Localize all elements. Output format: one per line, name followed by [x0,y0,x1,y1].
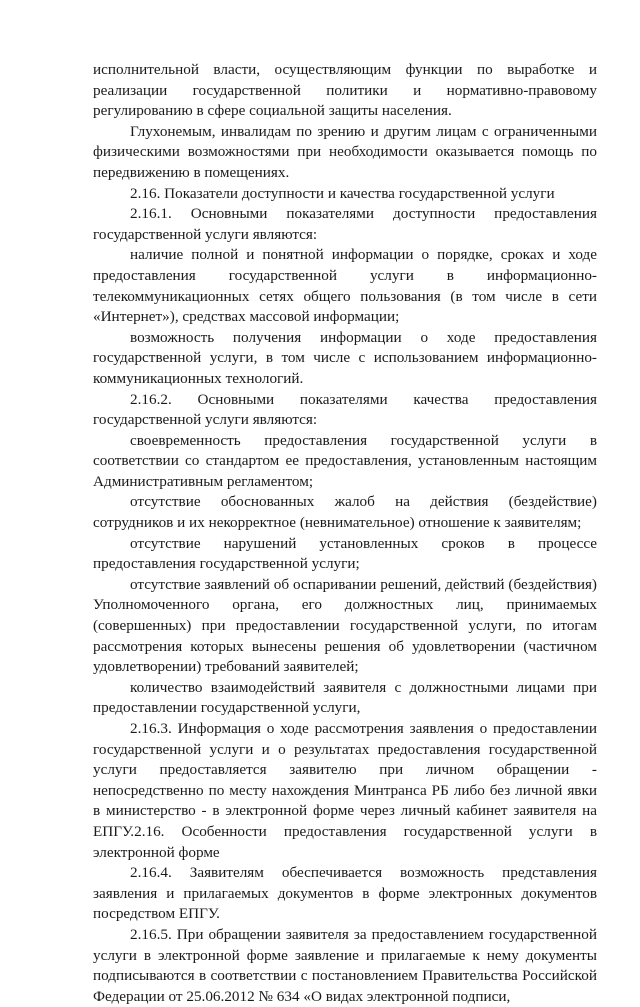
list-item-timeliness: своевременность предоставления государственной услуги в соответствии со стандартом ее предоставления, установленным настоящим Административным регламентом; [93,431,597,490]
paragraph-continuation: исполнительной власти, осуществляющим функции по выработке и реализации государственной политики и нормативно-правовому регулированию в сфере социальной защиты населения. [93,61,597,120]
list-item-interactions: количество взаимодействий заявителя с должностными лицами при предоставлении государственной услуги, [93,678,597,717]
list-item-no-delays: отсутствие нарушений установленных сроков в процессе предоставления государственной услуги; [93,534,597,573]
document-body [93,60,597,1007]
paragraph-assistance: Глухонемым, инвалидам по зрению и другим лицам с ограниченными физическими возможностями при необходимости оказывается помощь по передвижению в помещениях. [93,122,597,181]
clause-2-16-2: 2.16.2. Основными показателями качества предоставления государственной услуги являются: [93,390,597,429]
list-item-no-complaints: отсутствие обоснованных жалоб на действия (бездействие) сотрудников и их некорректное (невнимательное) отношение к заявителям; [93,493,597,532]
clause-2-16-5: 2.16.5. При обращении заявителя за предоставлением государственной услуги в электронной форме заявление и прилагаемые к нему документы подписываются в соответствии с постановлением Правительства Российской Федерации от 25.06.2012 № 634 «О видах электронной подписи, [93,925,597,1005]
clause-2-16-1: 2.16.1. Основными показателями доступности предоставления государственной услуги являются: [93,205,597,243]
clause-2-16-3: 2.16.3. Информация о ходе рассмотрения заявления о предоставлении государственной услуги и о результатах предоставления государственной услуги предоставляется заявителю при личном обращении - непосредственно по месту нахождения Минтранса РБ либо без личной явки в министерство - в электронной форме через личный кабинет заявителя на ЕПГУ.2.16. Особенности предоставления государственной услуги в электронной форме [93,720,597,861]
section-heading-2-16: 2.16. Показатели доступности и качества государственной услуги [130,184,555,202]
clause-2-16-4: 2.16.4. Заявителям обеспечивается возможность представления заявления и прилагаемых документов в форме электронных документов посредством ЕПГУ. [93,864,597,923]
list-item-information: наличие полной и понятной информации о порядке, сроках и ходе предоставления государственной услуги в информационно-телекоммуникационных сетях общего пользования (в том числе в сети «Интернет»), средствах массовой информации; [93,246,597,326]
list-item-ict: возможность получения информации о ходе предоставления государственной услуги, в том числе с использованием информационно-коммуникационных технологий. [93,328,597,387]
list-item-no-disputes: отсутствие заявлений об оспаривании решений, действий (бездействия) Уполномоченного органа, его должностных лиц, принимаемых (совершенных) при предоставлении государственной услуги, по итогам рассмотрения которых вынесены решения об удовлетворении (частичном удовлетворении) требований заявителей; [93,575,597,676]
